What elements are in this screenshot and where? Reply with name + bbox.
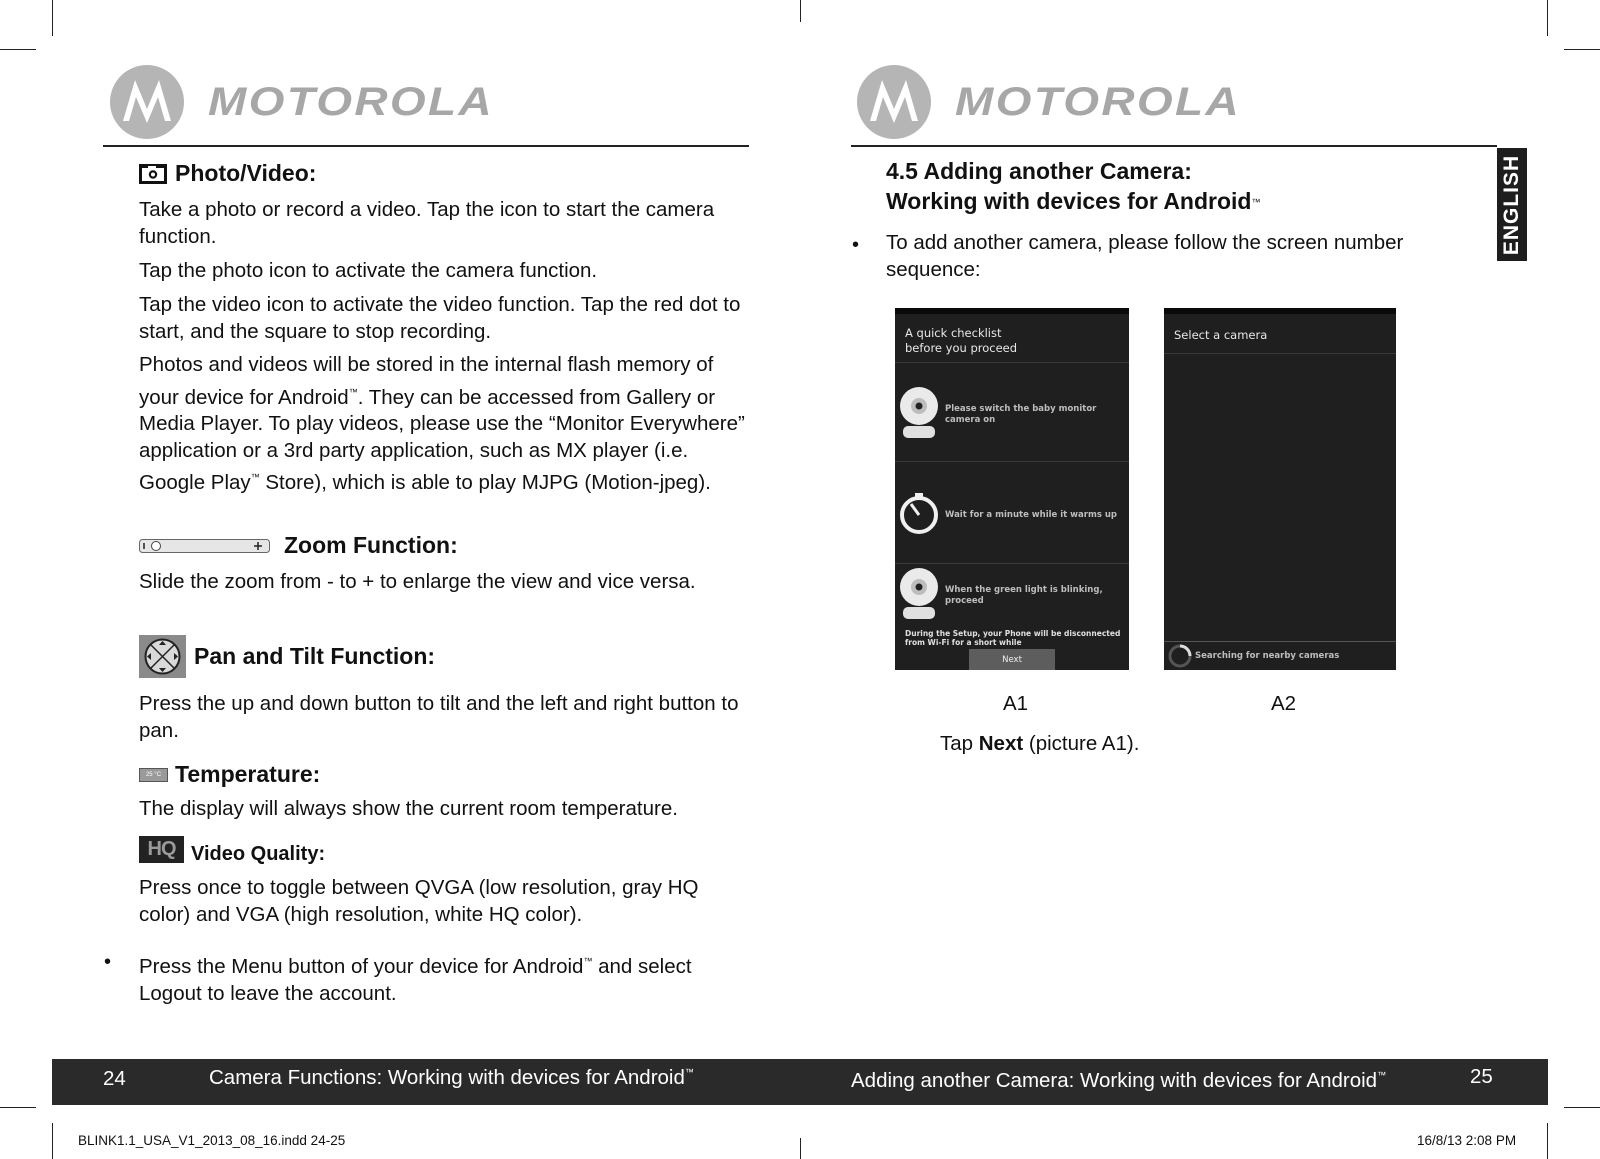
trademark-symbol: ™	[583, 956, 593, 966]
temperature-body: The display will always show the current room temperature.	[139, 797, 678, 820]
zoom-slider-icon	[139, 539, 270, 553]
section-heading-text-1: 4.5 Adding another Camera:	[886, 158, 1192, 184]
motorola-wordmark: MOTOROLA	[955, 79, 1241, 124]
baby-monitor-camera-icon	[898, 384, 940, 442]
temperature-icon	[139, 768, 168, 782]
right-page-number: 25	[1470, 1065, 1493, 1088]
zoom-body: Slide the zoom from - to + to enlarge the view and vice versa.	[139, 570, 696, 593]
trademark-symbol: ™	[250, 472, 260, 482]
photo-video-title: Photo/Video:	[175, 160, 317, 186]
trademark-symbol: ™	[348, 386, 358, 397]
wifi-disconnect-note: During the Setup, your Phone will be disconnected from Wi-Fi for a short while	[905, 629, 1121, 647]
divider	[895, 461, 1129, 462]
checklist-item-1: Please switch the baby monitor camera on	[945, 404, 1097, 425]
left-footer-title-text: Camera Functions: Working with devices for Android	[209, 1066, 685, 1089]
section-heading-line-1	[886, 158, 1192, 185]
language-tab-label: ENGLISH	[1500, 154, 1523, 255]
header-rule-left	[103, 145, 749, 147]
crop-mark	[1547, 0, 1548, 36]
crop-mark	[0, 1107, 36, 1108]
checklist-item-3: When the green light is blinking, proceed	[945, 585, 1103, 606]
pan-tilt-heading	[139, 635, 435, 678]
video-quality-title: Video Quality:	[191, 843, 326, 865]
pan-tilt-body: Press the up and down button to tilt and the left and right button to pan.	[139, 692, 739, 742]
divider	[895, 362, 1129, 363]
photo-video-para-4a: Photos and videos will be stored in the internal flash memory of your device for Android	[139, 353, 714, 409]
logout-bullet-a: Press the Menu button of your device for Android	[139, 955, 584, 978]
next-button[interactable]: Next	[969, 649, 1055, 670]
zoom-title: Zoom Function:	[284, 532, 458, 558]
trademark-symbol: ™	[1377, 1070, 1387, 1080]
language-tab	[1497, 148, 1527, 261]
temperature-title: Temperature:	[175, 761, 321, 787]
video-quality-body: Press once to toggle between QVGA (low resolution, gray HQ color) and VGA (high resolution, white HQ color).	[139, 876, 699, 926]
checklist-title	[905, 326, 1017, 356]
crop-mark	[800, 0, 801, 22]
photo-video-heading	[139, 160, 316, 187]
spinner-icon	[1167, 643, 1193, 669]
add-camera-bullet: To add another camera, please follow the screen number sequence:	[886, 231, 1404, 281]
video-quality-heading	[139, 836, 325, 863]
photo-video-para-4c: Store), which is able to play MJPG (Motion-jpeg).	[259, 471, 711, 494]
header-rule-right	[851, 145, 1497, 147]
tap-suffix: (picture A1).	[1023, 732, 1140, 755]
photo-video-para-4	[139, 352, 754, 497]
footer-bar	[52, 1059, 1548, 1105]
tap-prefix: Tap	[940, 732, 979, 755]
crop-mark	[52, 0, 53, 36]
crop-mark	[800, 1138, 801, 1159]
logout-bullet-text	[139, 948, 739, 1007]
motorola-batwing-icon	[857, 65, 931, 139]
right-footer-title	[851, 1069, 1386, 1093]
trademark-symbol: ™	[1251, 196, 1261, 207]
checklist-title-line-1: A quick checklist	[905, 326, 1002, 340]
photo-video-para-4b: . They can be accessed from Gallery or Media Player. To play videos, please use the “Monitor Everywhere” application or a 3rd party application, such as MX player (i.e. Google Play	[139, 385, 745, 494]
crop-mark	[1564, 49, 1600, 50]
trademark-symbol: ™	[684, 1067, 694, 1077]
hq-icon	[139, 836, 184, 863]
phone-screen-a2	[1164, 308, 1396, 670]
zoom-heading	[139, 532, 458, 559]
tap-next-bold: Next	[978, 732, 1024, 755]
right-footer-title-text: Adding another Camera: Working with devices for Android	[851, 1069, 1378, 1092]
pan-tilt-icon	[139, 635, 186, 678]
motorola-logo-right	[857, 64, 1241, 140]
motorola-batwing-icon	[110, 65, 184, 139]
motorola-wordmark: MOTOROLA	[208, 79, 494, 124]
phone-screen-a1	[895, 308, 1129, 670]
tap-next-instruction	[940, 731, 1340, 758]
logout-bullet-b: and select Logout to leave the account.	[139, 955, 692, 1005]
photo-video-para-3: Tap the video icon to activate the video function. Tap the red dot to start, and the square to stop recording.	[139, 293, 741, 343]
status-bar	[1164, 308, 1396, 314]
timer-icon	[897, 491, 941, 535]
pan-tilt-title: Pan and Tilt Function:	[194, 643, 436, 669]
camera-icon	[139, 164, 167, 184]
bullet-marker: •	[104, 951, 112, 973]
left-footer-title	[209, 1066, 694, 1090]
caption-a1: A1	[1003, 692, 1029, 715]
divider	[1164, 353, 1396, 354]
slug-datetime: 16/8/13 2:08 PM	[1417, 1133, 1517, 1148]
slug-filename: BLINK1.1_USA_V1_2013_08_16.indd 24-25	[78, 1133, 346, 1148]
baby-monitor-camera-icon	[898, 565, 940, 623]
crop-mark	[0, 49, 36, 50]
divider	[895, 563, 1129, 564]
crop-mark	[1547, 1123, 1548, 1159]
crop-mark	[1564, 1107, 1600, 1108]
section-heading-text-2: Working with devices for Android	[886, 188, 1252, 214]
motorola-logo-left	[110, 64, 494, 140]
checklist-title-line-2: before you proceed	[905, 341, 1018, 355]
caption-a2: A2	[1271, 692, 1297, 715]
photo-video-para-2: Tap the photo icon to activate the camera function.	[139, 259, 598, 282]
divider	[1164, 641, 1396, 642]
crop-mark	[52, 1123, 53, 1159]
photo-video-para-1: Take a photo or record a video. Tap the icon to start the camera function.	[139, 198, 715, 248]
status-bar	[895, 308, 1129, 314]
bullet-marker: •	[852, 234, 860, 256]
temperature-heading	[139, 761, 320, 788]
section-heading-line-2	[886, 188, 1260, 215]
temperature-icon-text: 25 °C	[145, 771, 162, 778]
left-page-number: 24	[103, 1067, 126, 1090]
select-camera-title: Select a camera	[1174, 328, 1268, 342]
searching-status: Searching for nearby cameras	[1195, 651, 1340, 661]
hq-icon-text: HQ	[147, 838, 176, 860]
checklist-item-2: Wait for a minute while it warms up	[945, 510, 1117, 520]
